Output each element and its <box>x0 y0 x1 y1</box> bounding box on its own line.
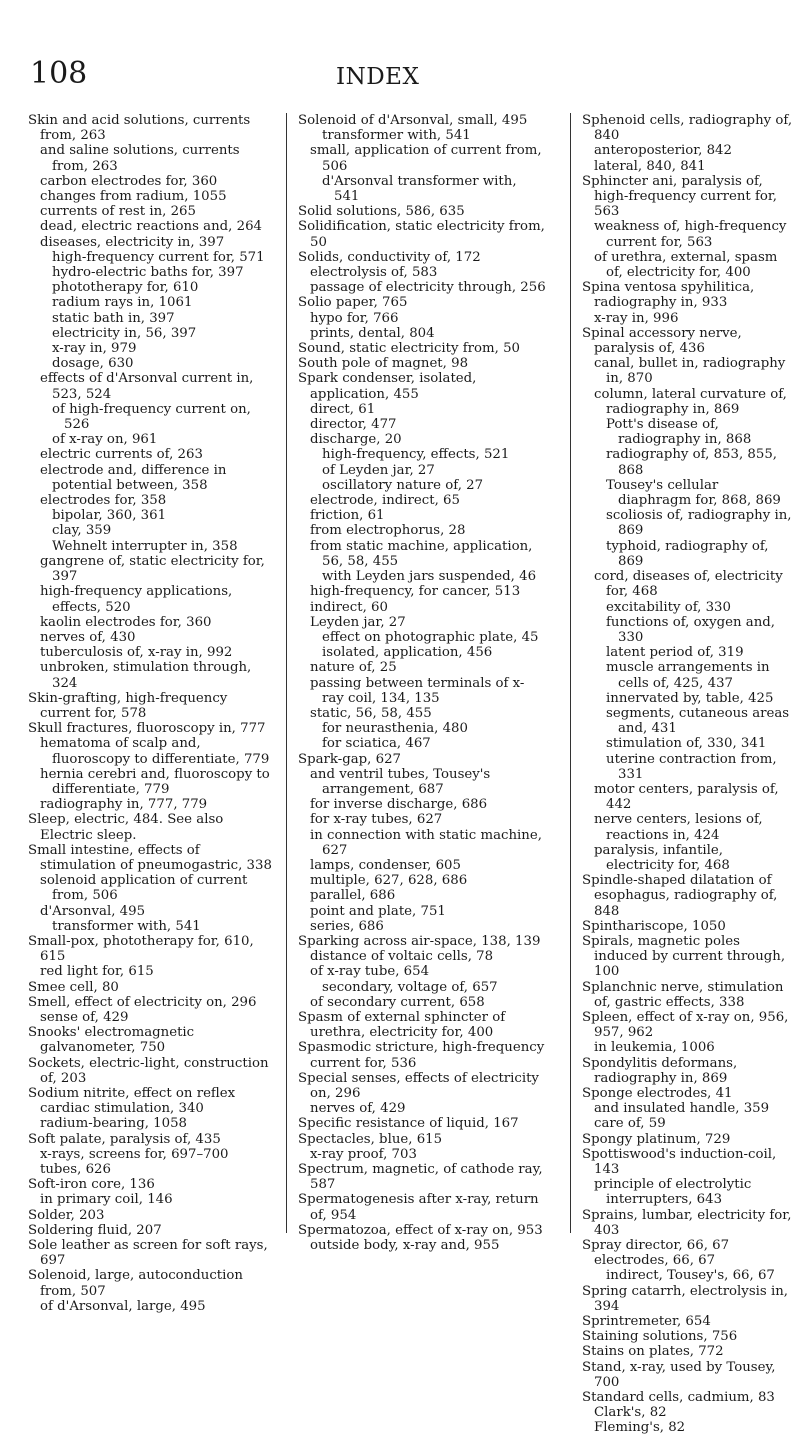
index-entry: isolated, application, 456 <box>322 645 493 661</box>
index-entry: Spasmodic stricture, high-frequency current for, 536 <box>298 1040 545 1071</box>
index-entry: Skin-grafting, high-frequency current for, 578 <box>28 690 228 721</box>
index-entry: phototherapy for, 610 <box>52 280 199 296</box>
index-entry: Spinal accessory nerve, paralysis of, 436 <box>582 325 742 357</box>
index-entry: of urethra, external, spasm of, electricity for, 400 <box>594 249 778 281</box>
index-entry: latent period of, 319 <box>606 645 744 661</box>
index-entry: gangrene of, static electricity for, 397 <box>40 553 265 585</box>
index-entry: Smell, effect of electricity on, 296 <box>28 994 257 1010</box>
index-entry: dosage, 630 <box>52 356 134 372</box>
index-entry: Spottiswood's induction-coil, 143 <box>582 1146 777 1178</box>
index-entry: innervated by, table, 425 <box>606 690 774 706</box>
index-entry: unbroken, stimulation through, 324 <box>40 660 252 691</box>
index-entry: Spinthariscope, 1050 <box>582 918 726 934</box>
index-entry: Sole leather as screen for soft rays, 697 <box>28 1238 268 1269</box>
index-entry: changes from radium, 1055 <box>40 189 227 205</box>
index-entry: Stains on plates, 772 <box>582 1344 724 1360</box>
index-entry: Staining solutions, 756 <box>582 1329 738 1345</box>
index-entry: Fleming's, 82 <box>594 1420 686 1436</box>
index-entry: Solder, 203 <box>28 1207 105 1223</box>
index-entry: of d'Arsonval, large, 495 <box>40 1298 206 1314</box>
index-entry: Pott's disease of, radiography in, 868 <box>606 417 752 448</box>
index-entry: diseases, electricity in, 397 <box>40 234 225 250</box>
index-entry: and ventril tubes, Tousey's arrangement, 687 <box>310 766 491 797</box>
index-entry: hypo for, 766 <box>310 310 399 326</box>
index-entry: radium rays in, 1061 <box>52 295 193 311</box>
index-entry: weakness of, high-frequency current for, 563 <box>594 219 787 250</box>
index-entry: Spina ventosa spyhilitica, radiography in, 933 <box>582 280 755 311</box>
index-entry: Spring catarrh, electrolysis in, 394 <box>582 1283 788 1314</box>
index-entry: and saline solutions, currents from, 263 <box>40 143 240 174</box>
index-entry: Spirals, magnetic poles induced by current through, 100 <box>582 933 786 980</box>
index-entry: for x-ray tubes, 627 <box>310 812 443 828</box>
index-entry: transformer with, 541 <box>52 918 201 934</box>
index-entry: of x-ray on, 961 <box>52 432 158 448</box>
index-entry: Soft-iron core, 136 <box>28 1177 155 1193</box>
index-entry: x-rays, screens for, 697–700 <box>40 1146 229 1162</box>
index-entry: Solidification, static electricity from, 50 <box>298 219 545 250</box>
index-entry: transformer with, 541 <box>322 128 471 144</box>
index-entry: in primary coil, 146 <box>40 1192 173 1208</box>
index-entry: high-frequency current for, 571 <box>52 249 265 265</box>
index-entry: effects of d'Arsonval current in, 523, 524 <box>40 371 254 402</box>
index-entry: uterine contraction from, 331 <box>606 751 777 782</box>
index-entry: Solid solutions, 586, 635 <box>298 204 465 220</box>
index-entry: Sprintremeter, 654 <box>582 1314 711 1330</box>
index-entry: electricity in, 56, 397 <box>52 325 197 341</box>
index-entry: Sockets, electric-light, construction of, 203 <box>28 1055 269 1086</box>
index-entry: paralysis, infantile, electricity for, 468 <box>594 842 730 873</box>
index-entry: Sphenoid cells, radiography of, 840 <box>582 113 793 144</box>
index-entry: hematoma of scalp and, fluoroscopy to differentiate, 779 <box>40 736 270 767</box>
index-entry: for inverse discharge, 686 <box>310 797 488 813</box>
index-entry: passage of electricity through, 256 <box>310 280 546 296</box>
index-entry: passing between terminals of x-ray coil, 134, 135 <box>310 675 525 706</box>
index-entry: Sodium nitrite, effect on reflex cardiac stimulation, 340 <box>28 1086 236 1117</box>
index-column-3 <box>570 113 794 1436</box>
index-entry: electric currents of, 263 <box>40 447 203 463</box>
index-entry: x-ray in, 979 <box>52 341 137 357</box>
index-entry: of Leyden jar, 27 <box>322 462 435 478</box>
index-entry: of x-ray tube, 654 <box>310 964 430 980</box>
index-entry: Spleen, effect of x-ray on, 956, 957, 962 <box>582 1009 789 1041</box>
index-entry: Spectrum, magnetic, of cathode ray, 587 <box>298 1162 543 1193</box>
index-entry: secondary, voltage of, 657 <box>322 979 498 995</box>
index-entry: Spectacles, blue, 615 <box>298 1131 443 1147</box>
index-entry: Splanchnic nerve, stimulation of, gastric effects, 338 <box>582 979 784 1010</box>
index-entry: electrode and, difference in potential between, 358 <box>40 462 227 493</box>
index-entry: nerves of, 429 <box>310 1101 406 1117</box>
index-entry: prints, dental, 804 <box>310 325 435 341</box>
index-entry: director, 477 <box>310 417 397 433</box>
index-entry: electrodes for, 358 <box>40 493 167 509</box>
index-entry: and insulated handle, 359 <box>594 1101 770 1117</box>
index-entry: Spondylitis deformans, radiography in, 869 <box>582 1055 738 1086</box>
index-entry: discharge, 20 <box>310 432 402 448</box>
index-entry: friction, 61 <box>310 508 385 524</box>
index-entry: Solio paper, 765 <box>298 295 408 311</box>
index-entry: stimulation of, 330, 341 <box>606 736 767 752</box>
index-entry: Wehnelt interrupter in, 358 <box>52 538 238 554</box>
index-entry: Spermatozoa, effect of x-ray on, 953 <box>298 1222 543 1238</box>
index-entry: principle of electrolytic interrupters, 643 <box>594 1177 752 1208</box>
index-entry: Specific resistance of liquid, 167 <box>298 1116 519 1132</box>
index-entry: Sponge electrodes, 41 <box>582 1086 733 1101</box>
index-entry: Clark's, 82 <box>594 1405 667 1421</box>
index-entry: Sparking across air-space, 138, 139 <box>298 933 541 949</box>
index-entry: static, 56, 58, 455 <box>310 705 432 721</box>
index-entry: Spark-gap, 627 <box>298 751 402 767</box>
index-entry: Soft palate, paralysis of, 435 <box>28 1131 221 1147</box>
index-entry: Spasm of external sphincter of urethra, electricity for, 400 <box>298 1009 506 1041</box>
index-entry: South pole of magnet, 98 <box>298 356 469 372</box>
index-entry: motor centers, paralysis of, 442 <box>594 781 779 813</box>
index-entry: nerves of, 430 <box>40 629 136 645</box>
index-entry: Snooks' electromagnetic galvanometer, 750 <box>28 1025 195 1056</box>
index-entry: Spark condenser, isolated, application, 455 <box>298 371 477 402</box>
index-entry: currents of rest in, 265 <box>40 204 196 220</box>
running-head: INDEX <box>336 64 420 90</box>
index-entry: small, application of current from, 506 <box>310 143 542 174</box>
index-entry: Leyden jar, 27 <box>310 614 406 630</box>
index-entry: lamps, condenser, 605 <box>310 857 461 873</box>
index-entry: indirect, 60 <box>310 599 388 615</box>
index-entry: clay, 359 <box>52 523 112 539</box>
index-entry: hernia cerebri and, fluoroscopy to differentiate, 779 <box>40 766 270 797</box>
index-entry: Solenoid of d'Arsonval, small, 495 <box>298 113 528 128</box>
index-entry: Standard cells, cadmium, 83 <box>582 1390 775 1406</box>
index-entry: in connection with static machine, 627 <box>310 827 542 858</box>
index-entry: tuberculosis of, x-ray in, 992 <box>40 645 233 661</box>
index-entry: from electrophorus, 28 <box>310 523 466 539</box>
index-entry: dead, electric reactions and, 264 <box>40 219 262 235</box>
index-entry: lateral, 840, 841 <box>594 158 706 174</box>
index-entry: direct, 61 <box>310 401 376 417</box>
index-entry: sense of, 429 <box>40 1009 129 1025</box>
index-entry: high-frequency, for cancer, 513 <box>310 584 521 600</box>
index-entry: excitability of, 330 <box>606 599 731 615</box>
index-entry: point and plate, 751 <box>310 903 446 919</box>
index-entry: tubes, 626 <box>40 1162 111 1178</box>
index-entry: Smee cell, 80 <box>28 979 119 995</box>
index-entry: series, 686 <box>310 918 384 934</box>
index-entry: Spermatogenesis after x-ray, return of, 954 <box>298 1192 539 1223</box>
index-entry: Tousey's cellular diaphragm for, 868, 869 <box>606 477 781 509</box>
index-entry: Spray director, 66, 67 <box>582 1238 730 1254</box>
index-entry: solenoid application of current from, 506 <box>40 873 248 904</box>
index-entry: red light for, 615 <box>40 964 154 980</box>
index-entry: static bath in, 397 <box>52 310 175 326</box>
index-entry: multiple, 627, 628, 686 <box>310 873 468 889</box>
index-entry: d'Arsonval transformer with, 541 <box>322 173 517 205</box>
index-entry: of secondary current, 658 <box>310 994 485 1010</box>
index-entry: of high-frequency current on, 526 <box>52 401 251 433</box>
index-column-1 <box>28 113 276 1314</box>
index-entry: radiography of, 853, 855, 868 <box>606 447 778 478</box>
index-entry: segments, cutaneous areas and, 431 <box>606 705 790 737</box>
index-entry: Sleep, electric, 484. See also Electric sleep. <box>28 812 224 843</box>
index-entry: canal, bullet in, radiography in, 870 <box>594 356 786 387</box>
index-entry: x-ray in, 996 <box>594 310 679 326</box>
index-entry: kaolin electrodes for, 360 <box>40 614 212 630</box>
index-entry: Spindle-shaped dilatation of esophagus, radiography of, 848 <box>582 873 778 919</box>
index-entry: electrolysis of, 583 <box>310 265 438 281</box>
index-entry: distance of voltaic cells, 78 <box>310 949 494 965</box>
index-entry: Small intestine, effects of stimulation of pneumogastric, 338 <box>28 842 272 873</box>
index-column-2 <box>286 113 546 1254</box>
index-entry: electrode, indirect, 65 <box>310 493 460 509</box>
index-entry: Small-pox, phototherapy for, 610, 615 <box>28 933 254 965</box>
index-entry: nature of, 25 <box>310 660 397 676</box>
index-entry: hydro-electric baths for, 397 <box>52 265 244 281</box>
index-entry: Solids, conductivity of, 172 <box>298 249 481 265</box>
index-entry: care of, 59 <box>594 1116 666 1132</box>
index-entry: oscillatory nature of, 27 <box>322 477 484 493</box>
index-entry: scoliosis of, radiography in, 869 <box>606 508 792 539</box>
index-entry: typhoid, radiography of, 869 <box>606 538 769 569</box>
index-entry: in leukemia, 1006 <box>594 1040 715 1056</box>
index-entry: with Leyden jars suspended, 46 <box>322 569 537 585</box>
index-entry: high-frequency applications, effects, 520 <box>40 584 233 615</box>
index-entry: functions of, oxygen and, 330 <box>606 614 776 645</box>
index-entry: Soldering fluid, 207 <box>28 1222 162 1238</box>
index-entry: parallel, 686 <box>310 888 396 904</box>
index-entry: Skin and acid solutions, currents from, 263 <box>28 113 251 144</box>
index-entry: Sound, static electricity from, 50 <box>298 341 521 357</box>
index-entry: outside body, x-ray and, 955 <box>310 1238 500 1254</box>
index-entry: anteroposterior, 842 <box>594 143 732 159</box>
index-entry: radium-bearing, 1058 <box>40 1116 187 1132</box>
index-entry: muscle arrangements in cells of, 425, 437 <box>606 660 770 691</box>
index-entry: Special senses, effects of electricity on, 296 <box>298 1070 539 1101</box>
index-entry: Sphincter ani, paralysis of, high-frequency current for, 563 <box>582 173 778 220</box>
index-entry: column, lateral curvature of, radiography in, 869 <box>594 386 787 417</box>
index-entry: from static machine, application, 56, 58, 455 <box>310 538 533 569</box>
index-entry: electrodes, 66, 67 <box>594 1253 716 1269</box>
index-entry: for sciatica, 467 <box>322 736 431 752</box>
index-entry: cord, diseases of, electricity for, 468 <box>594 569 783 600</box>
index-entry: Stand, x-ray, used by Tousey, 700 <box>582 1359 776 1390</box>
index-entry: d'Arsonval, 495 <box>40 903 146 919</box>
index-entry: Solenoid, large, autoconduction from, 507 <box>28 1268 243 1299</box>
index-entry: x-ray proof, 703 <box>310 1146 417 1162</box>
index-entry: for neurasthenia, 480 <box>322 721 468 737</box>
index-entry: nerve centers, lesions of, reactions in, 424 <box>594 812 763 843</box>
index-entry: Skull fractures, fluoroscopy in, 777 <box>28 721 266 737</box>
index-entry: indirect, Tousey's, 66, 67 <box>606 1268 775 1284</box>
index-entry: Sprains, lumbar, electricity for, 403 <box>582 1207 792 1238</box>
index-entry: Spongy platinum, 729 <box>582 1131 731 1147</box>
index-entry: carbon electrodes for, 360 <box>40 173 218 189</box>
index-entry: high-frequency, effects, 521 <box>322 447 510 463</box>
page-number: 108 <box>30 56 88 91</box>
index-entry: effect on photographic plate, 45 <box>322 629 539 645</box>
index-entry: bipolar, 360, 361 <box>52 508 167 524</box>
index-entry: radiography in, 777, 779 <box>40 797 208 813</box>
